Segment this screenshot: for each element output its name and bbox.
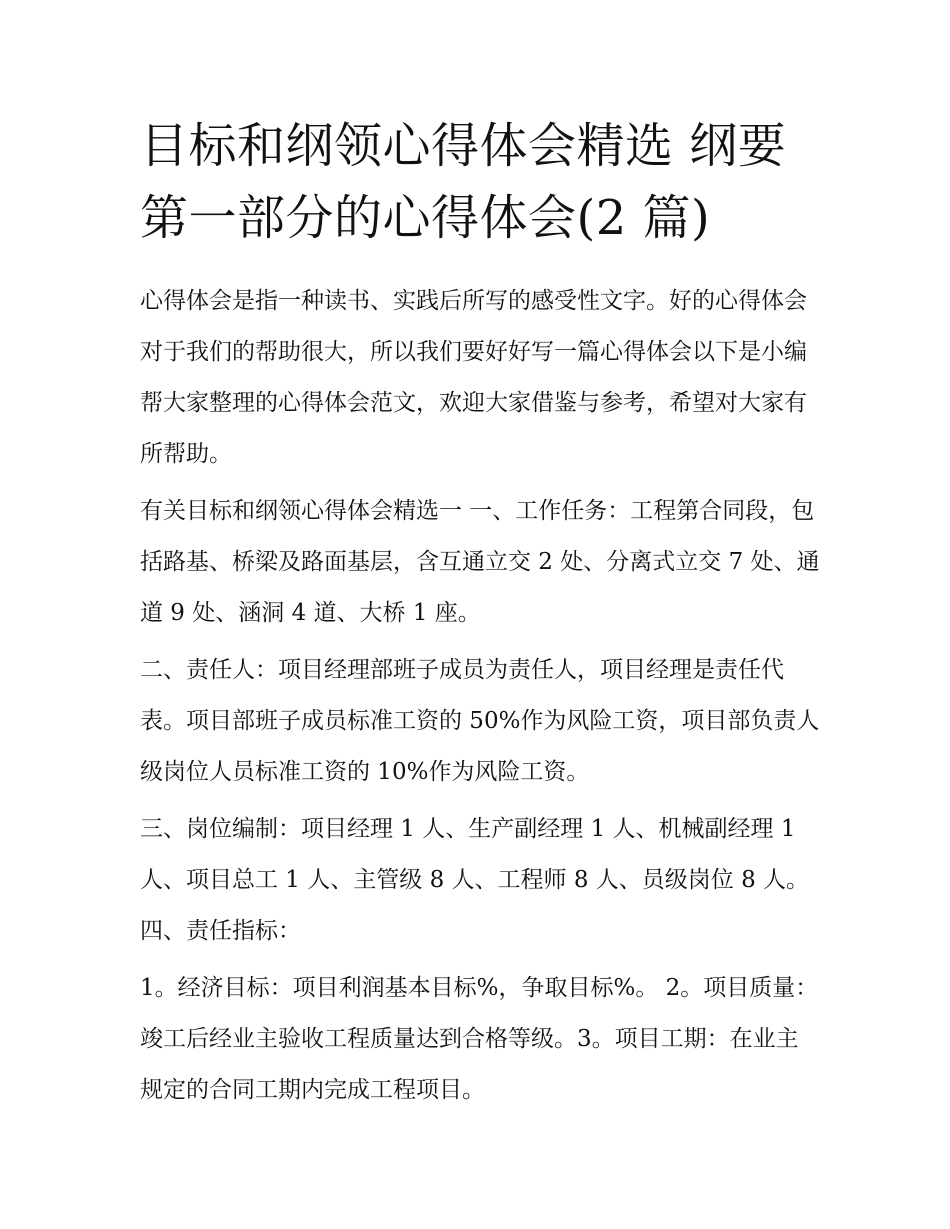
document-page [140,110,820,1122]
document-title: 目标和纲领心得体会精选 纲要第一部分的心得体会(2 篇) [140,118,787,246]
paragraph-targets: 1。经济目标：项目利润基本目标%，争取目标%。 2。项目质量：竣工后经业主验收工程质量达到合格等级。3。项目工期：在业主规定的合同工期内完成工程项目。 [140,975,819,1103]
paragraph-staffing: 三、岗位编制：项目经理 1 人、生产副经理 1 人、机械副经理 1 人、项目总工 1 人、主管级 8 人、工程师 8 人、员级岗位 8 人。 四、责任指标： [140,816,810,944]
paragraph-intro: 心得体会是指一种读书、实践后所写的感受性文字。好的心得体会对于我们的帮助很大，所以我们要好好写一篇心得体会以下是小编帮大家整理的心得体会范文，欢迎大家借鉴与参考，希望对大家有所帮助。 [140,288,807,467]
paragraph-responsible-person: 二、责任人：项目经理部班子成员为责任人，项目经理是责任代表。项目部班子成员标准工资的 50%作为风险工资，项目部负责人级岗位人员标准工资的 10%作为风险工资。 [140,657,820,785]
paragraph-work-tasks: 有关目标和纲领心得体会精选一 一、工作任务：工程第合同段，包括路基、桥梁及路面基层，含互通立交 2 处、分离式立交 7 处、通道 9 处、涵洞 4 道、大桥 1 座。 [140,498,820,626]
